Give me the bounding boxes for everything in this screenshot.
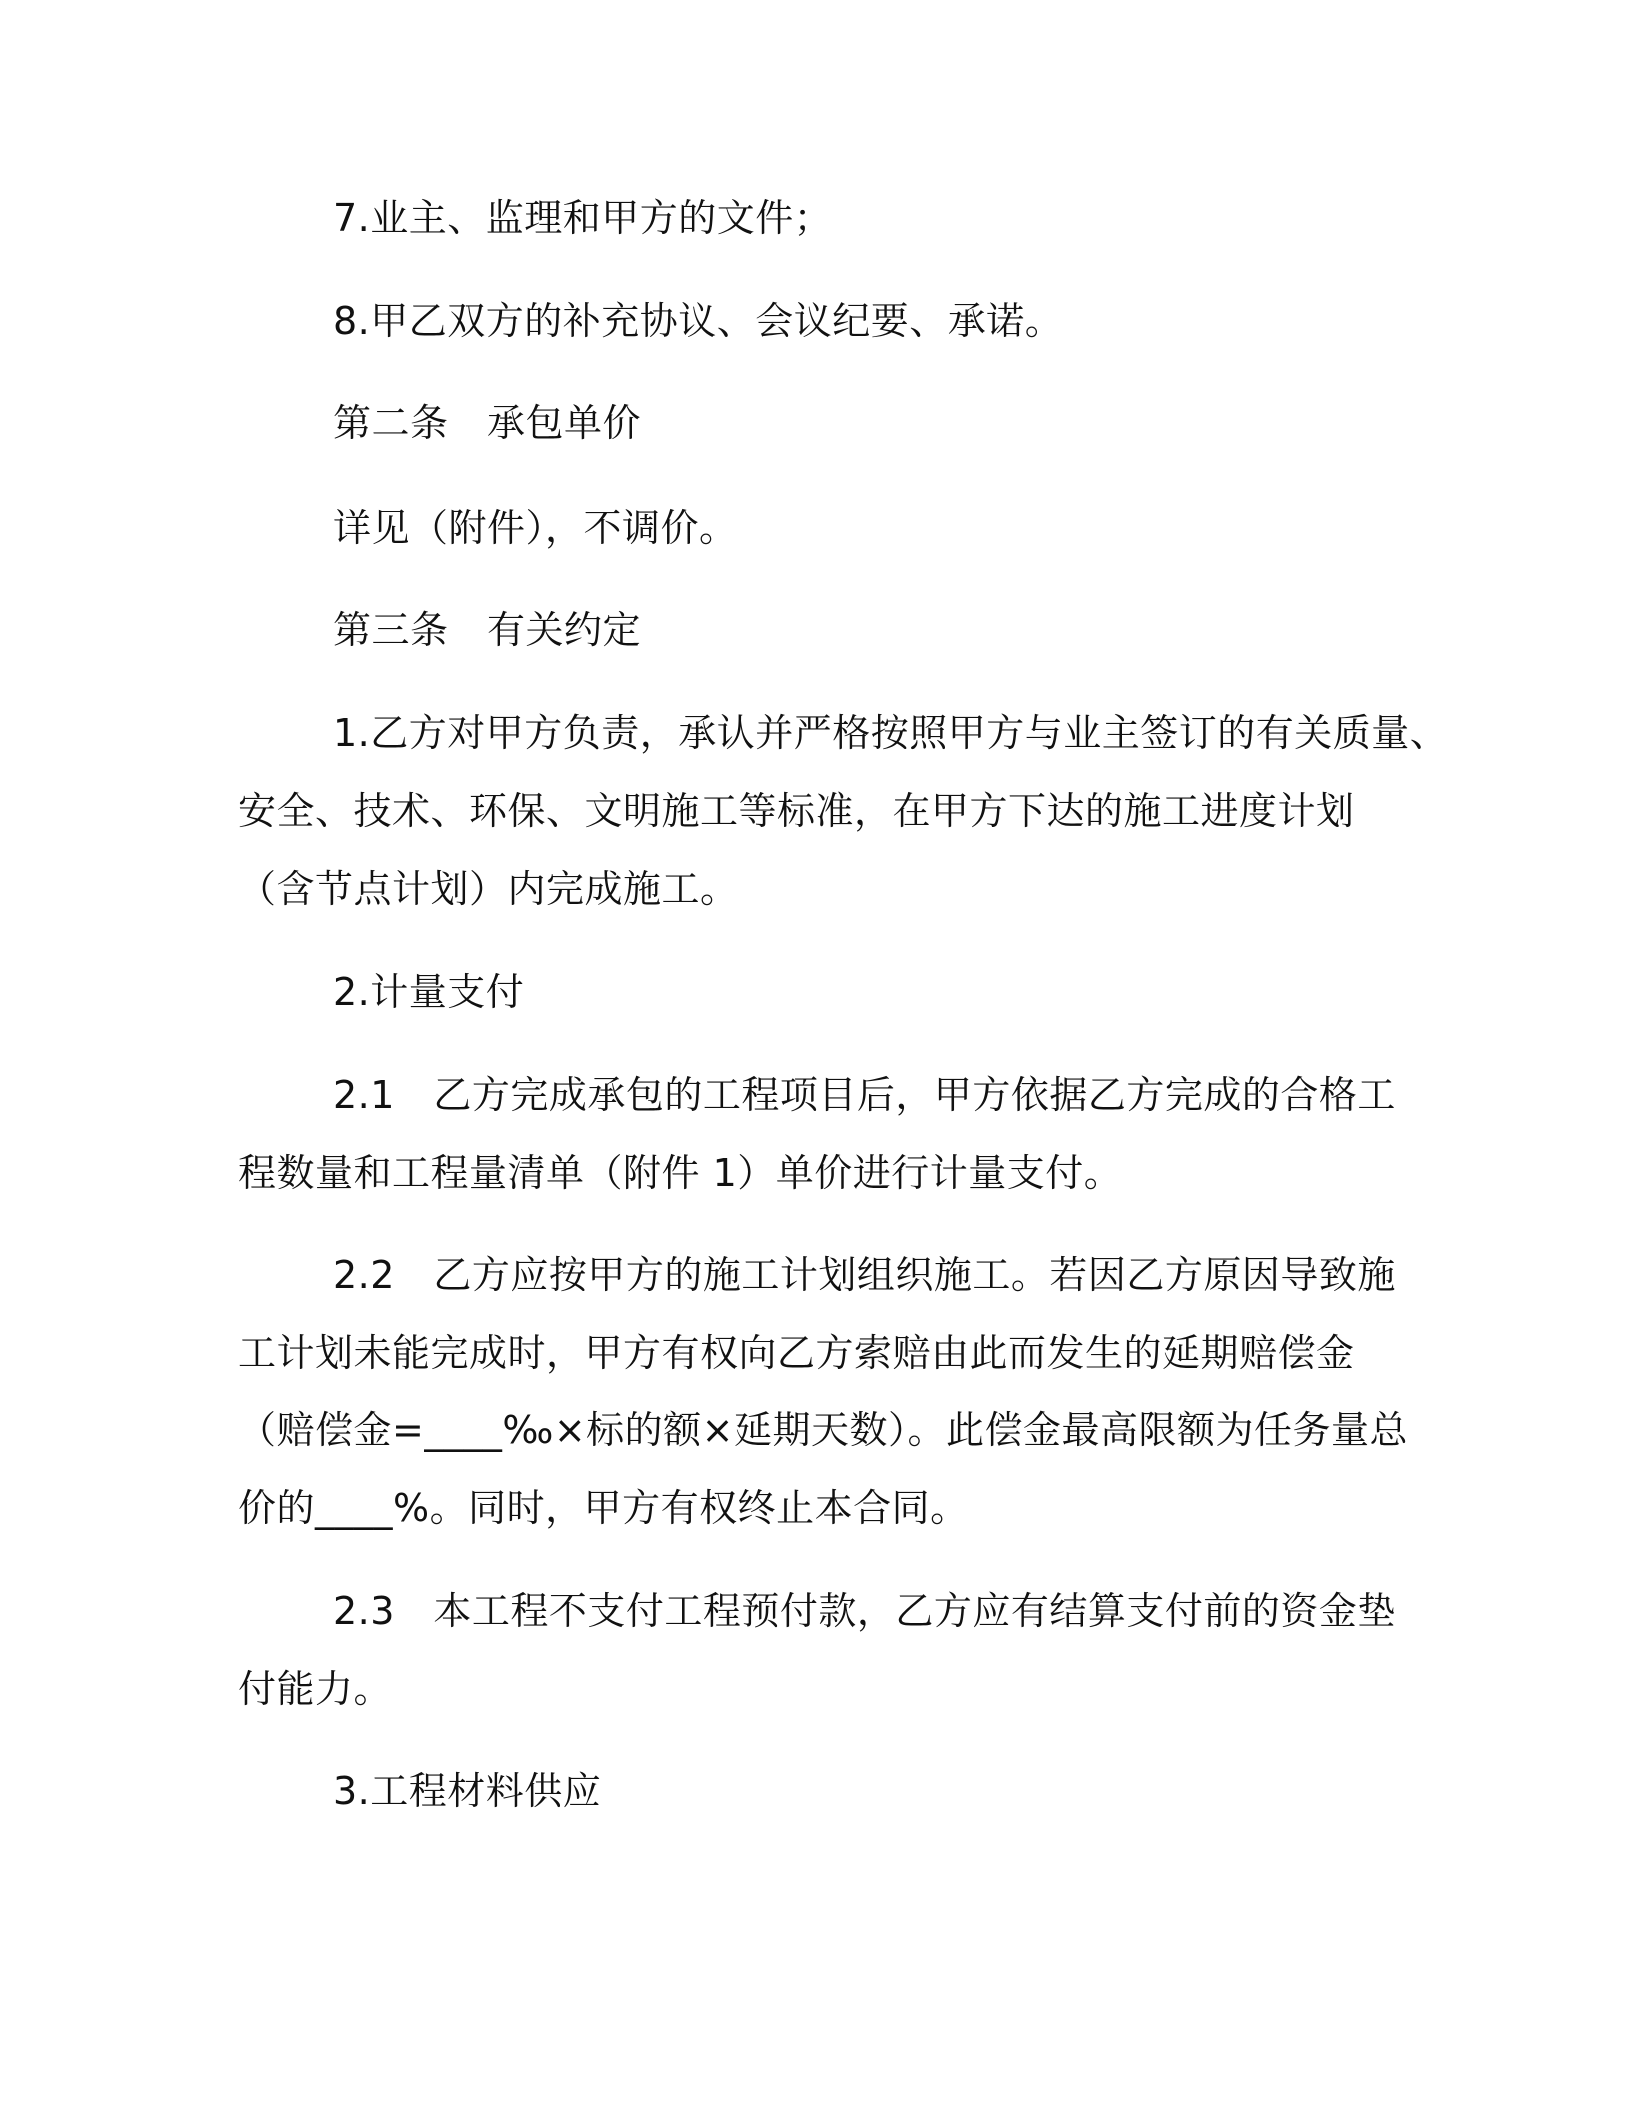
clause-2-1-line-2: 程数量和工程量清单（附件 1）单价进行计量支付。 bbox=[238, 1151, 1123, 1195]
clause-line-8: 8.甲乙双方的补充协议、会议纪要、承诺。 bbox=[333, 299, 1064, 343]
clause-3-heading: 3.工程材料供应 bbox=[333, 1769, 602, 1813]
clause-2-heading: 2.计量支付 bbox=[333, 970, 525, 1014]
clause-line-7: 7.业主、监理和甲方的文件； bbox=[333, 196, 833, 240]
clause-1-line-3: （含节点计划）内完成施工。 bbox=[238, 867, 739, 911]
article-2-body: 详见（附件），不调价。 bbox=[333, 506, 738, 550]
clause-2-3-line-1: 2.3 本工程不支付工程预付款，乙方应有结算支付前的资金垫 bbox=[333, 1589, 1396, 1633]
clause-2-3-line-2: 付能力。 bbox=[238, 1667, 393, 1711]
clause-1-line-1: 1.乙方对甲方负责，承认并严格按照甲方与业主签订的有关质量、 bbox=[333, 711, 1449, 755]
clause-2-2-line-4: 价的____%。同时，甲方有权终止本合同。 bbox=[238, 1486, 969, 1530]
clause-1-line-2: 安全、技术、环保、文明施工等标准，在甲方下达的施工进度计划 bbox=[238, 789, 1355, 833]
clause-2-2-line-1: 2.2 乙方应按甲方的施工计划组织施工。若因乙方原因导致施 bbox=[333, 1253, 1396, 1297]
clause-2-2-line-2: 工计划未能完成时，甲方有权向乙方索赔由此而发生的延期赔偿金 bbox=[238, 1331, 1355, 1375]
article-3-heading: 第三条 有关约定 bbox=[333, 608, 642, 652]
clause-2-1-line-1: 2.1 乙方完成承包的工程项目后，甲方依据乙方完成的合格工 bbox=[333, 1073, 1396, 1117]
article-2-heading: 第二条 承包单价 bbox=[333, 401, 642, 445]
clause-2-2-line-3: （赔偿金=____‰×标的额×延期天数）。此偿金最高限额为任务量总 bbox=[238, 1408, 1409, 1452]
